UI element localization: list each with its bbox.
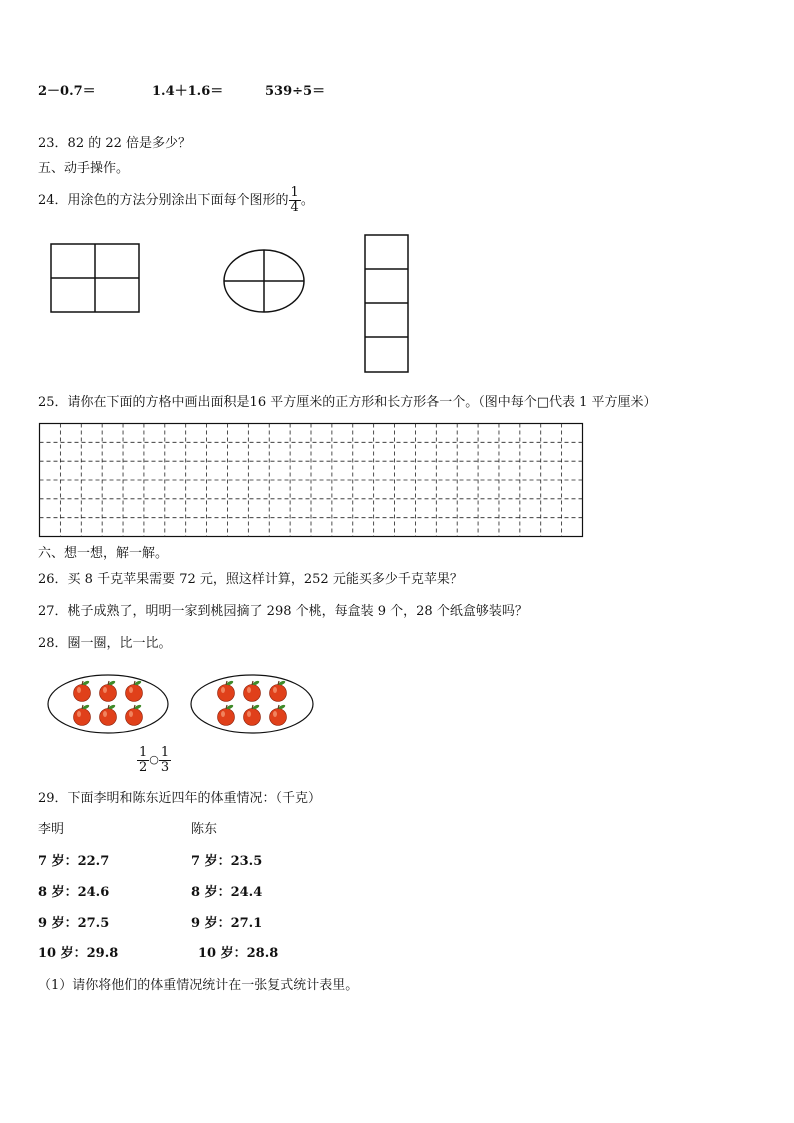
apple-plate-left <box>47 674 169 734</box>
divided-circle-shape <box>222 248 306 314</box>
section-6-heading: 六、想一想，解一解。 <box>38 546 169 561</box>
calc-expression-3: 539÷5＝ <box>265 84 326 99</box>
name-chen-dong: 陈东 <box>191 822 218 837</box>
name-li-ming: 李明 <box>38 822 65 837</box>
divided-rectangle-shape <box>50 243 140 313</box>
apple-icon <box>244 704 261 725</box>
weight-chen-dong-10: 10 岁：28.8 <box>198 946 279 961</box>
fraction-denominator: 3 <box>160 759 170 775</box>
question-23: 23．82 的 22 倍是多少？ <box>38 136 192 151</box>
apple-icon <box>74 704 91 725</box>
question-26: 26．买 8 千克苹果需要 72 元，照这样计算，252 元能买多少千克苹果？ <box>38 572 463 587</box>
question-29: 29．下面李明和陈东近四年的体重情况：（千克） <box>38 791 322 806</box>
fraction-denominator: 4 <box>290 200 299 215</box>
fraction-numerator: 1 <box>290 185 299 200</box>
apple-icon <box>100 680 117 701</box>
question-24-end: 。 <box>300 193 314 208</box>
apple-icon <box>74 680 91 701</box>
apple-icon <box>270 704 287 725</box>
weight-li-ming-8: 8 岁：24.6 <box>38 885 110 900</box>
question-25: 25．请你在下面的方格中画出面积是16 平方厘米的正方形和长方形各一个。（图中每个□代表 1 平方厘米） <box>38 395 657 410</box>
fraction-comparison <box>137 743 171 778</box>
weight-chen-dong-7: 7 岁：23.5 <box>191 854 263 869</box>
fraction-one-quarter <box>289 186 301 215</box>
weight-li-ming-7: 7 岁：22.7 <box>38 854 110 869</box>
fraction-numerator: 1 <box>139 744 148 760</box>
fraction-numerator: 1 <box>160 744 170 760</box>
apple-icon <box>218 704 235 725</box>
question-28: 28．圈一圈，比一比。 <box>38 636 172 651</box>
section-5-heading: 五、动手操作。 <box>38 161 130 176</box>
calc-expression-2: 1.4＋1.6＝ <box>152 84 224 99</box>
weight-chen-dong-8: 8 岁：24.4 <box>191 885 263 900</box>
fraction-denominator: 2 <box>139 759 148 775</box>
calc-expression-1: 2－0.7＝ <box>38 84 96 99</box>
weight-li-ming-10: 10 岁：29.8 <box>38 946 119 961</box>
apple-icon <box>244 680 261 701</box>
fraction-one-half <box>137 746 149 775</box>
apple-plate-right <box>190 674 314 734</box>
fraction-one-third <box>159 746 171 775</box>
question-24-text: 24．用涂色的方法分别涂出下面每个图形的 <box>38 193 289 208</box>
weight-chen-dong-9: 9 岁：27.1 <box>191 916 263 931</box>
apple-icon <box>100 704 117 725</box>
question-27: 27．桃子成熟了，明明一家到桃园摘了 298 个桃，每盒装 9 个，28 个纸盒够装吗？ <box>38 604 528 619</box>
weight-li-ming-9: 9 岁：27.5 <box>38 916 110 931</box>
question-24 <box>38 186 314 216</box>
divided-tall-rectangle-shape <box>364 234 410 374</box>
compare-circle[interactable]: ○ <box>149 753 159 766</box>
square-grid[interactable] <box>39 423 583 537</box>
apple-icon <box>126 704 143 725</box>
apple-icon <box>270 680 287 701</box>
apple-icon <box>126 680 143 701</box>
apple-icon <box>218 680 235 701</box>
question-29-part-1: （1）请你将他们的体重情况统计在一张复式统计表里。 <box>38 978 359 993</box>
